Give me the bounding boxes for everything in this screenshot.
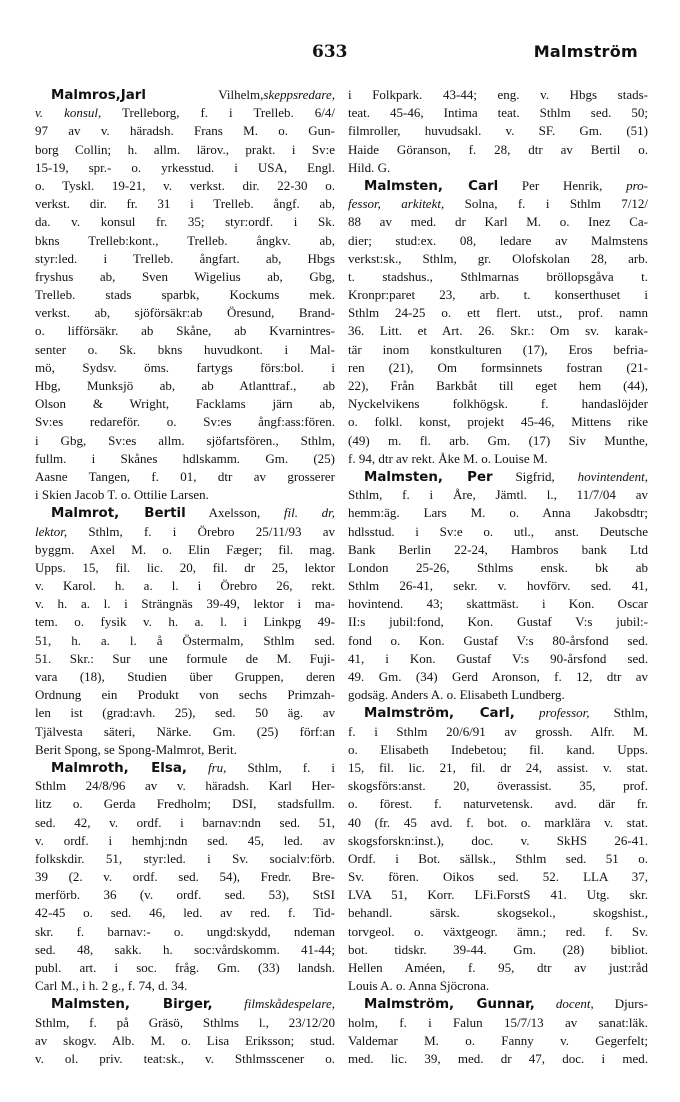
text-line bbox=[348, 686, 648, 704]
entry-text: Trelleborg, f. i Trelleb. 6/4/ bbox=[101, 105, 335, 121]
text-line bbox=[35, 322, 335, 340]
entry-text: Hellen Améen, f. 95, dtr av just:råd bbox=[348, 960, 648, 975]
text-line bbox=[35, 523, 335, 541]
entry-title-italic: professor, bbox=[539, 705, 590, 721]
entry-text: Vilhelm, bbox=[145, 87, 264, 102]
text-line bbox=[348, 595, 648, 613]
text-line bbox=[35, 286, 335, 304]
text-line bbox=[348, 995, 648, 1013]
entry-text: holm, f. i Falun 15/7/13 av sanat:läk. bbox=[348, 1014, 648, 1030]
entry-text: Haide Göranson, f. 28, dtr av Bertil o. bbox=[348, 141, 648, 157]
entry-text: Bank Berlin 22-24, Hambros bank Ltd bbox=[348, 541, 648, 557]
text-line bbox=[35, 104, 335, 122]
running-head: Malmström bbox=[533, 42, 638, 61]
text-line bbox=[348, 141, 648, 159]
text-line bbox=[348, 977, 648, 995]
entry-text: Louis A. o. Anna Sjöcrona. bbox=[348, 978, 490, 994]
text-line bbox=[348, 413, 648, 431]
entry-text: borg Collin; h. allm. lärov., prakt. i Sv:e bbox=[35, 141, 335, 157]
text-line bbox=[35, 868, 335, 886]
entry-text: o. folkl. konst, projekt 45-46, Mittens rike bbox=[348, 414, 648, 430]
text-line bbox=[35, 141, 335, 159]
entry-text: o. Elisabeth Indebetou; fil. kand. Upps. bbox=[348, 741, 648, 757]
entry-text: v. ordf. i hemhj:ndn sed. 45, led. av bbox=[35, 832, 335, 848]
text-line bbox=[348, 341, 648, 359]
entry-text: Upps. 15, fil. lic. 20, fil. dr 25, lektor bbox=[35, 559, 335, 575]
entry-text: 51, h. a. l. å Östermalm, Sthlm sed. bbox=[35, 632, 335, 648]
text-line bbox=[348, 741, 648, 759]
text-line bbox=[348, 468, 648, 486]
entry-text: 15-19, spr.- o. yrkesstud. i USA, Engl. bbox=[35, 159, 335, 175]
entry-text: skogsforskn:inst.), doc. v. SkHS 26-41. bbox=[348, 832, 648, 848]
text-line bbox=[35, 595, 335, 613]
text-line bbox=[348, 195, 648, 213]
entry-text: 36. Litt. et Art. 26. Skr.: Om sv. karak- bbox=[348, 323, 648, 339]
right-column bbox=[348, 86, 648, 1068]
entry-text: Nyckelvikens folkhögsk. f. handaslöjder bbox=[348, 396, 648, 412]
entry-text: bot. tidskr. 39-44. Gm. (28) bibliot. bbox=[348, 941, 648, 957]
text-line bbox=[348, 177, 648, 195]
text-line bbox=[348, 395, 648, 413]
entry-text: Olson & Wright, Facklams järn ab, bbox=[35, 396, 335, 412]
entry-text: litz o. Gerda Fredholm; DSI, stadsfullm. bbox=[35, 796, 335, 812]
page-header bbox=[0, 38, 680, 68]
entry-text: bkns Trelleb:kont., Trelleb. ångkv. ab, bbox=[35, 232, 335, 248]
entry-text: sed. 48, sakk. h. soc:vårdskomm. 41-44; bbox=[35, 941, 335, 957]
entry-text: (49) m. fl. arb. Gm. (17) Siv Munthe, bbox=[348, 432, 648, 448]
text-line bbox=[348, 213, 648, 231]
text-line bbox=[348, 886, 648, 904]
text-line bbox=[348, 814, 648, 832]
page-number: 633 bbox=[312, 42, 348, 62]
text-line bbox=[348, 159, 648, 177]
entry-title-italic: v. konsul, bbox=[35, 105, 102, 121]
text-line bbox=[348, 868, 648, 886]
text-line bbox=[348, 941, 648, 959]
entry-text: Solna, f. i Sthlm 7/12/ bbox=[444, 196, 649, 212]
entry-text: Sv. fören. Oikos sed. 52. LLA 37, bbox=[348, 869, 648, 885]
entry-text: verkst:sk., Sthlm, gr. Olofskolan 28, arb. bbox=[348, 250, 648, 266]
text-line bbox=[348, 541, 648, 559]
entry-title-italic: filmskådespelare, bbox=[244, 996, 335, 1012]
entry-text: godsäg. Anders A. o. Elisabeth Lundberg. bbox=[348, 687, 565, 703]
entry-text: f. 94, dtr av rekt. Åke M. o. Louise M. bbox=[348, 450, 548, 466]
text-line bbox=[348, 559, 648, 577]
entry-text: Kronpr:paret 23, arb. t. konserthuset i bbox=[348, 287, 648, 303]
text-line bbox=[348, 250, 648, 268]
text-line bbox=[348, 377, 648, 395]
entry-text bbox=[515, 705, 539, 720]
entry-text: 42-45 o. sed. 46, led. av red. f. Tid- bbox=[35, 905, 335, 921]
entry-text: styr:led. i Trelleb. ångfart. ab, Hbgs bbox=[35, 250, 335, 266]
entry-text: v. Karol. h. a. l. i Örebro 26, rekt. bbox=[35, 578, 335, 594]
entry-name: Malmsten, Carl bbox=[364, 178, 499, 194]
entry-text: Tjälvesta säteri, Närke. Gm. (25) förf:an bbox=[35, 723, 335, 739]
entry-text: o. lifförsäkr. ab Skåne, ab Kvarnintres- bbox=[35, 323, 335, 339]
text-line bbox=[35, 995, 335, 1013]
entry-text: v. ol. priv. teat:sk., v. Sthlmsscener o. bbox=[35, 1050, 335, 1066]
text-line bbox=[348, 668, 648, 686]
text-line bbox=[35, 1050, 335, 1068]
text-line bbox=[35, 777, 335, 795]
entry-text: 39 (2. v. ordf. sed. 54), Fredr. Bre- bbox=[35, 869, 335, 885]
text-line bbox=[348, 450, 648, 468]
entry-text: publ. art. i soc. fråg. Gm. (33) landsh. bbox=[35, 960, 335, 975]
text-line bbox=[35, 613, 335, 631]
text-line bbox=[348, 1050, 648, 1068]
entry-text: vara (18), Studien über Gruppen, deren bbox=[35, 669, 335, 684]
entry-text: tem. o. fysik v. h. a. l. i Linkpg 49- bbox=[35, 614, 335, 630]
text-line bbox=[348, 959, 648, 977]
entry-text: hemm:äg. Lars M. o. Anna Jakobsdtr; bbox=[348, 505, 648, 521]
text-line bbox=[348, 359, 648, 377]
text-line bbox=[35, 741, 335, 759]
entry-text: Per Henrik, bbox=[498, 177, 627, 193]
entry-text: LVA 51, Korr. LFi.ForstS 41. Utg. skr. bbox=[348, 887, 648, 903]
entry-text: byggm. Axel M. o. Elin Fæger; fil. mag. bbox=[35, 541, 335, 557]
entry-text: 40 (fr. 45 avd. f. bot. o. marklära v. stat. bbox=[348, 814, 648, 830]
text-line bbox=[35, 886, 335, 904]
text-line bbox=[35, 977, 335, 995]
entry-name: Malmsten, Birger, bbox=[51, 997, 213, 1013]
text-line bbox=[35, 704, 335, 722]
text-line bbox=[35, 850, 335, 868]
entry-text: i Gbg, Sv:es allm. sjöfartsfören., Sthlm, bbox=[35, 432, 335, 448]
text-line bbox=[35, 941, 335, 959]
text-line bbox=[35, 1032, 335, 1050]
text-line bbox=[35, 541, 335, 559]
entry-text: i Skien Jacob T. o. Ottilie Larsen. bbox=[35, 487, 209, 503]
entry-text: Berit Spong, se Spong-Malmrot, Berit. bbox=[35, 741, 237, 757]
entry-text: Sthlm 24-25 o. ett flert. utst., prof. namn bbox=[348, 305, 648, 321]
entry-text: v. h. a. l. i Strängnäs 39-49, lektor i ma- bbox=[35, 596, 335, 612]
text-line bbox=[348, 104, 648, 122]
entry-text: 97 av v. häradsh. Frans M. o. Gun- bbox=[35, 123, 335, 139]
entry-title-italic: docent, bbox=[555, 996, 594, 1012]
entry-text: Trelleb. stads sparbk, Kockums mek. bbox=[35, 287, 335, 303]
entry-text: fond o. Kon. Gustaf V:s 80-årsfond sed. bbox=[348, 632, 648, 648]
text-line bbox=[348, 795, 648, 813]
entry-text: 51. Skr.: Sur une formule de M. Fuji- bbox=[35, 650, 335, 666]
entry-text: o. förest. f. naturvetensk. avd. där fr. bbox=[348, 796, 648, 812]
text-line bbox=[348, 268, 648, 286]
text-line bbox=[35, 122, 335, 140]
entry-text bbox=[187, 760, 208, 775]
text-line bbox=[348, 613, 648, 631]
text-line bbox=[35, 486, 335, 504]
text-line bbox=[348, 650, 648, 668]
entry-text: hovintend. 43; skattmäst. i Kon. Oscar bbox=[348, 596, 648, 612]
text-line bbox=[35, 395, 335, 413]
entry-text: filmroller, huvudsakl. v. SF. Gm. (51) bbox=[348, 123, 648, 139]
text-line bbox=[348, 777, 648, 795]
text-line bbox=[35, 959, 335, 977]
entry-text: behandl. särsk. skogsekol., skogshist., bbox=[348, 905, 648, 921]
entry-title-italic: fessor, arkitekt, bbox=[348, 196, 445, 212]
text-line bbox=[35, 159, 335, 177]
entry-text: folkskdir. 51, styr:led. i Sv. socialv:förb. bbox=[35, 850, 335, 866]
text-line bbox=[348, 632, 648, 650]
entry-text: Sthlm, f. i Åre, Jämtl. l., 11/7/04 av bbox=[348, 487, 648, 503]
entry-text: 88 av med. dr Karl M. o. Inez Ca- bbox=[348, 214, 648, 230]
text-line bbox=[35, 632, 335, 650]
text-line bbox=[35, 304, 335, 322]
entry-text: fryshus ab, Sven Wigelius ab, Gbg, bbox=[35, 268, 335, 284]
text-line bbox=[35, 759, 335, 777]
text-line bbox=[348, 759, 648, 777]
text-line bbox=[348, 923, 648, 941]
left-column bbox=[35, 86, 335, 1068]
entry-text: Carl M., i h. 2 g., f. 74, d. 34. bbox=[35, 978, 188, 994]
entry-text: merförb. 36 (v. ordf. sed. 53), StSI bbox=[35, 887, 335, 903]
text-line bbox=[348, 322, 648, 340]
text-line bbox=[35, 559, 335, 577]
entry-title-italic: fru, bbox=[208, 759, 227, 775]
entry-text: verkst. ab, sjöförsäkr:ab Öresund, Brand- bbox=[35, 305, 335, 321]
text-line bbox=[35, 232, 335, 250]
entry-text: fullm. i Skånes hdlskamm. Gm. (25) bbox=[35, 450, 335, 466]
entry-name: Malmsten, Per bbox=[364, 469, 493, 485]
entry-name: Malmström, Carl, bbox=[364, 706, 515, 722]
entry-title-italic: lektor, bbox=[35, 523, 68, 539]
entry-text: Sv:es redareför. o. Sv:es ångf:ass:fören. bbox=[35, 414, 335, 430]
entry-text: Ordnung ein Produkt von sechs Primzah- bbox=[35, 687, 335, 703]
entry-text: Valdemar M. o. Fanny v. Gegerfelt; bbox=[348, 1032, 648, 1048]
text-line bbox=[348, 832, 648, 850]
entry-text: Djurs- bbox=[593, 996, 648, 1012]
entry-text: Sthlm 24/8/96 av v. häradsh. Karl Her- bbox=[35, 778, 335, 794]
text-line bbox=[348, 232, 648, 250]
entry-text bbox=[535, 996, 556, 1011]
entry-text: Sthlm, bbox=[589, 705, 648, 721]
entry-text: hdlsstud. i Sv:e o. utl., anst. Deutsche bbox=[348, 523, 648, 539]
entry-text: London 25-26, Sthlms ensk. bk ab bbox=[348, 559, 648, 575]
entry-title-italic: fil. dr, bbox=[283, 505, 335, 521]
text-line bbox=[35, 832, 335, 850]
entry-text: teat. 45-46, Intima teat. Sthlm sed. 50; bbox=[348, 105, 648, 121]
entry-text: verkst. dir. fr. 31 i Trelleb. ångf. ab, bbox=[35, 196, 335, 212]
text-line bbox=[35, 177, 335, 195]
entry-text: len ist (grad:avh. 25), sed. 50 äg. av bbox=[35, 705, 335, 721]
text-line bbox=[348, 904, 648, 922]
text-line bbox=[35, 413, 335, 431]
entry-text: 49. Gm. (34) Gerd Aronson, f. 12, dtr av bbox=[348, 669, 648, 684]
entry-text: Ordf. i Bot. sällsk., Sthlm sed. 51 o. bbox=[348, 850, 648, 866]
text-line bbox=[348, 577, 648, 595]
text-line bbox=[348, 850, 648, 868]
text-line bbox=[348, 122, 648, 140]
text-line bbox=[35, 723, 335, 741]
entry-text: sed. 42, v. ordf. i barnav:ndn sed. 51, bbox=[35, 814, 335, 830]
entry-name: Malmroth, Elsa, bbox=[51, 760, 187, 776]
text-line bbox=[35, 650, 335, 668]
entry-text: da. v. konsul fr. 35; styr:ordf. i Sk. bbox=[35, 214, 335, 230]
text-line bbox=[35, 86, 335, 104]
entry-text: Sthlm, f. i Örebro 25/11/93 av bbox=[67, 523, 335, 539]
entry-text: t. stadshus., Sthlmarnas bröllopsgåva t. bbox=[348, 268, 648, 284]
text-line bbox=[348, 286, 648, 304]
text-line bbox=[35, 359, 335, 377]
entry-text: Sthlm, f. i bbox=[226, 759, 335, 775]
text-line bbox=[348, 432, 648, 450]
entry-text: o. Tyskl. 19-21, v. verkst. dir. 22-30 o. bbox=[35, 177, 335, 193]
entry-text: torvgeol. o. växtgeogr. ämn.; red. f. Sv. bbox=[348, 923, 648, 939]
text-line bbox=[35, 904, 335, 922]
text-line bbox=[35, 195, 335, 213]
entry-text: skr. f. barnav:- o. ungd:skydd, ndeman bbox=[35, 923, 335, 939]
entry-text: Sigfrid, bbox=[492, 468, 578, 484]
text-line bbox=[35, 268, 335, 286]
entry-text: med. lic. 39, med. dr 47, doc. i med. bbox=[348, 1050, 648, 1066]
entry-text: 41, i Kon. Gustaf V:s 90-årsfond sed. bbox=[348, 650, 648, 666]
entry-text: i Folkpark. 43-44; eng. v. Hbgs stads- bbox=[348, 87, 648, 102]
entry-name: Malmrot, Bertil bbox=[51, 506, 186, 522]
entry-text: dier; stud:ex. 08, ledare av Malmstens bbox=[348, 232, 648, 248]
text-line bbox=[35, 213, 335, 231]
text-line bbox=[35, 795, 335, 813]
text-line bbox=[35, 668, 335, 686]
text-line bbox=[35, 250, 335, 268]
text-line bbox=[348, 704, 648, 722]
text-line bbox=[35, 504, 335, 522]
entry-text: Hild. G. bbox=[348, 159, 391, 175]
entry-name: Malmström, Gunnar, bbox=[364, 997, 535, 1013]
entry-title-italic: skeppsredare, bbox=[263, 87, 335, 102]
text-line bbox=[35, 577, 335, 595]
entry-text: Sthlm 26-41, sekr. v. hovförv. sed. 41, bbox=[348, 578, 648, 594]
entry-text: Hbg, Munksjö ab, ab Atlanttraf., ab bbox=[35, 378, 335, 393]
entry-name: Malmros,Jarl bbox=[51, 88, 146, 103]
text-line bbox=[348, 1032, 648, 1050]
entry-text: ren (21), Om formsinnets fostran (21- bbox=[348, 359, 648, 375]
text-line bbox=[348, 1014, 648, 1032]
text-line bbox=[348, 486, 648, 504]
text-line bbox=[348, 523, 648, 541]
entry-text: Aasne Tangen, f. 01, dtr av grosserer bbox=[35, 468, 335, 484]
text-line bbox=[35, 686, 335, 704]
entry-text: mö, Sydsv. öms. fartygs förs:bol. i bbox=[35, 359, 335, 375]
text-line bbox=[348, 504, 648, 522]
text-line bbox=[35, 450, 335, 468]
entry-text: senter o. Sk. bkns huvudkont. i Mal- bbox=[35, 341, 335, 357]
text-line bbox=[35, 1014, 335, 1032]
text-line bbox=[348, 86, 648, 104]
text-line bbox=[348, 304, 648, 322]
text-line bbox=[35, 377, 335, 395]
entry-text: Sthlm, f. på Gräsö, Sthlms l., 23/12/20 bbox=[35, 1014, 335, 1030]
text-line bbox=[35, 468, 335, 486]
entry-text: II:s jubil:fond, Kon. Gustaf V:s jubil:- bbox=[348, 614, 648, 630]
entry-text: skogsförs:anst. 20, överassist. 35, prof. bbox=[348, 778, 648, 794]
entry-text: f. i Sthlm 20/6/91 av grossh. Alfr. M. bbox=[348, 723, 648, 739]
entry-title-italic: hovintendent, bbox=[577, 468, 648, 484]
text-line bbox=[35, 432, 335, 450]
text-line bbox=[35, 923, 335, 941]
text-line bbox=[348, 723, 648, 741]
text-line bbox=[35, 814, 335, 832]
text-line bbox=[35, 341, 335, 359]
entry-text: av skogv. Alb. M. o. Lisa Eriksson; stud. bbox=[35, 1032, 335, 1048]
entry-text: tär inom konstkulturen (17), Eros befria- bbox=[348, 341, 648, 357]
entry-text bbox=[213, 996, 244, 1011]
entry-title-italic: pro- bbox=[626, 177, 648, 193]
entry-text: Axelsson, bbox=[185, 505, 284, 521]
entry-text: 15, fil. lic. 21, fil. dr 24, assist. v. stat. bbox=[348, 759, 648, 775]
entry-text: 22), Från Barkbåt till eget hem (44), bbox=[348, 378, 648, 393]
